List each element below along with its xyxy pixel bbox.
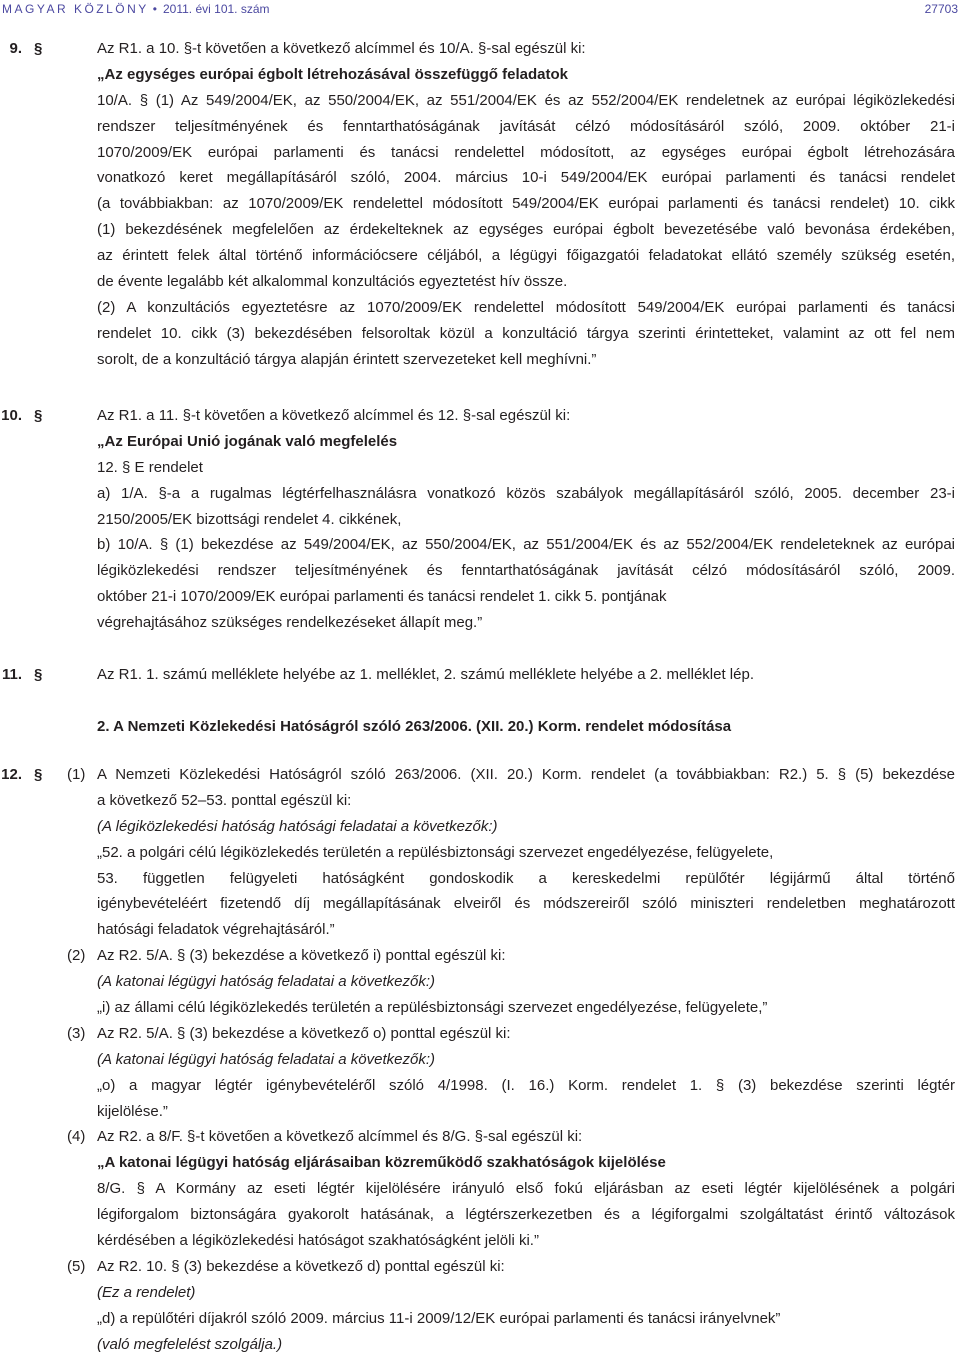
paragraph-4 (67, 1124, 955, 1253)
text-line: vonatkozó keret megállapításáról szóló, 2004. március 10-i 549/2004/EK európai parlamenti és tanácsi rendelet (97, 169, 955, 187)
text-line: légiforgalom biztonságára gyakorolt hatásának, a légtérszerkezetben és a légiforgalmi szolgáltatást érintő változások (97, 1206, 955, 1224)
context-note: (való megfelelést szolgálja.) (97, 1335, 283, 1353)
paragraph-label: (5) (67, 1257, 86, 1275)
section-sign: § (34, 407, 43, 424)
text-line: 8/G. § A Kormány az eseti légtér kijelölésére irányuló első fokú eljárásban az eseti légtér kijelölésének a polgári (97, 1180, 955, 1198)
text-line: „i) az állami célú légiközlekedés területén a repülésbiztonsági szervezet engedélyezése, felügyelete,” (97, 999, 768, 1017)
text-line: igénybevételéért fizetendő díj megállapításának elveiről és módszereiről szóló miniszteri rendeletben meghatározott (97, 895, 955, 913)
context-note: (A katonai légügyi hatóság feladatai a következők:) (97, 973, 435, 991)
text-line: A Nemzeti Közlekedési Hatóságról szóló 263/2006. (XII. 20.) Korm. rendelet (a továbbiakban: R2.) 5. § (5) bekezdése (97, 766, 955, 783)
text-line: légiközlekedési rendszer teljesítményének és fenntarthatóságának javítását célzó módosításáról szóló, 2009. (97, 562, 955, 580)
text-line: (1) bekezdésének megfelelően az érdekelteknek az egységes európai égbolt bevezetésébe való bevonása érdekében, (97, 221, 955, 239)
text-line: sorolt, de a konzultáció tárgya alapján érintett szervezeteket kell meghívni.” (97, 350, 597, 368)
text-line: „o) a magyar légtér igénybevételéről szóló 4/1998. (I. 16.) Korm. rendelet 1. § (3) bekezdése szerinti légtér (97, 1076, 955, 1094)
section-sign: § (34, 40, 43, 57)
text-line: rendszer teljesítményének és fenntarthatóságának javítását célzó módosításáról szóló, 2009. október 21-i (97, 117, 955, 135)
header-separator: • (152, 2, 157, 16)
subsection-title: „Az Európai Unió jogának való megfelelés (97, 432, 398, 450)
subsection-title: „A katonai légügyi hatóság eljárásaiban közreműködő szakhatóságok kijelölése (97, 1154, 666, 1172)
text-line: Az R2. 5/A. § (3) bekezdése a következő o) ponttal egészül ki: (97, 1024, 511, 1042)
section-12 (0, 762, 960, 1357)
text-line: rendelet 10. cikk (3) bekezdésében felsoroltak közül a konzultáció tárgya szerinti érintetteket, valamint az ott fel nem (97, 324, 955, 342)
chapter-2 (0, 714, 960, 740)
paragraph-1 (67, 762, 955, 943)
text-line: 12. § E rendelet (97, 458, 203, 476)
context-note: (A légiközlekedési hatóság hatósági feladatai a következők:) (97, 817, 498, 835)
text-line: Az R2. 10. § (3) bekezdése a következő d) ponttal egészül ki: (97, 1257, 505, 1275)
text-line: (2) A konzultációs egyeztetésre az 1070/2009/EK rendelettel módosított 549/2004/EK európai parlamenti és tanácsi (97, 298, 955, 316)
paragraph-label: (2) (67, 947, 86, 965)
paragraph-5 (67, 1254, 955, 1358)
page-header (2, 1, 958, 17)
text-line: a) 1/A. §-a a rugalmas légtérfelhasználásra vonatkozó közös szabályok megállapításáról szóló, 2005. december 23-i (97, 484, 955, 502)
text-line: végrehajtásához szükséges rendelkezéseket állapít meg.” (97, 614, 483, 632)
paragraph-3 (67, 1021, 955, 1125)
text-line: Az R2. a 8/F. §-t követően a következő alcímmel és 8/G. §-sal egészül ki: (97, 1128, 583, 1146)
text-line: (a továbbiakban: az 1070/2009/EK rendelettel módosított 549/2004/EK európai parlamenti és tanácsi rendelet) 10. cikk (97, 195, 955, 213)
text-line: 1070/2009/EK európai parlamenti és tanácsi rendelettel módosított, az egységes európai égbolt létrehozására (97, 143, 955, 161)
section-body (67, 762, 955, 1357)
text-line: hatósági feladatok végrehajtásáról.” (97, 921, 335, 939)
text-line: az érintett felek által történő információcsere céljából, a légügyi főigazgatói feladatokat ellátó személy szükség esetén, (97, 247, 955, 265)
paragraph-2 (67, 943, 955, 1021)
text-line: Az R1. 1. számú melléklete helyébe az 1. melléklet, 2. számú melléklete helyébe a 2. melléklet lép. (97, 666, 754, 683)
text-line: Az R1. a 11. §-t követően a következő alcímmel és 12. §-sal egészül ki: (97, 407, 571, 424)
publication-title: MAGYAR KÖZLÖNY (2, 2, 149, 16)
section-body (97, 403, 955, 636)
section-sign: § (34, 766, 43, 783)
section-number: 11. (1, 666, 22, 683)
text-line: a következő 52–53. ponttal egészül ki: (97, 791, 352, 809)
text-line: de évente legalább két alkalommal konzultációs egyeztetést hív össze. (97, 273, 568, 291)
context-note: (A katonai légügyi hatóság feladatai a következők:) (97, 1050, 435, 1068)
text-line: 53. független felügyeleti hatóságként gondoskodik a kereskedelmi repülőtér légijármű által történő (97, 869, 955, 887)
section-9 (0, 36, 960, 373)
paragraph-label: (4) (67, 1128, 86, 1146)
section-body (97, 662, 955, 688)
text-line: „52. a polgári célú légiközlekedés területén a repülésbiztonsági szervezet engedélyezése, felügyelete, (97, 843, 774, 861)
paragraph-label: (3) (67, 1024, 86, 1042)
text-line: kijelölése.” (97, 1102, 168, 1120)
section-number: 12. (1, 766, 22, 783)
chapter-title: 2. A Nemzeti Közlekedési Hatóságról szóló 263/2006. (XII. 20.) Korm. rendelet módosítása (97, 718, 732, 735)
subsection-title: „Az egységes európai égbolt létrehozásával összefüggő feladatok (97, 65, 568, 83)
text-line: 10/A. § (1) Az 549/2004/EK, az 550/2004/EK, az 551/2004/EK és az 552/2004/EK rendeletnek az európai légiközlekedési (97, 91, 955, 109)
section-10 (0, 403, 960, 636)
text-line: 2150/2005/EK bizottsági rendelet 4. cikkének, (97, 510, 402, 528)
paragraph-label: (1) (67, 766, 86, 783)
section-body (97, 36, 955, 373)
text-line: Az R2. 5/A. § (3) bekezdése a következő i) ponttal egészül ki: (97, 947, 506, 965)
section-number: 9. (9, 40, 22, 57)
section-number: 10. (1, 407, 22, 424)
section-11 (0, 662, 960, 688)
section-sign: § (34, 666, 43, 683)
context-note: (Ez a rendelet) (97, 1283, 196, 1301)
text-line: „d) a repülőtéri díjakról szóló 2009. március 11-i 2009/12/EK európai parlamenti és tanácsi irányelvnek” (97, 1309, 781, 1327)
text-line: b) 10/A. § (1) bekezdése az 549/2004/EK, az 550/2004/EK, az 551/2004/EK és az 552/2004/EK rendeleteknek az európai (97, 536, 955, 554)
text-line: október 21-i 1070/2009/EK európai parlamenti és tanácsi rendelet 1. cikk 5. pontjának (97, 588, 667, 606)
text-line: kérdésében a légiközlekedési hatóságot szakhatóságként jelöli ki.” (97, 1232, 539, 1250)
issue-info: 2011. évi 101. szám (163, 2, 270, 16)
text-line: Az R1. a 10. §-t követően a következő alcímmel és 10/A. §-sal egészül ki: (97, 40, 586, 57)
page-number: 27703 (924, 2, 958, 16)
